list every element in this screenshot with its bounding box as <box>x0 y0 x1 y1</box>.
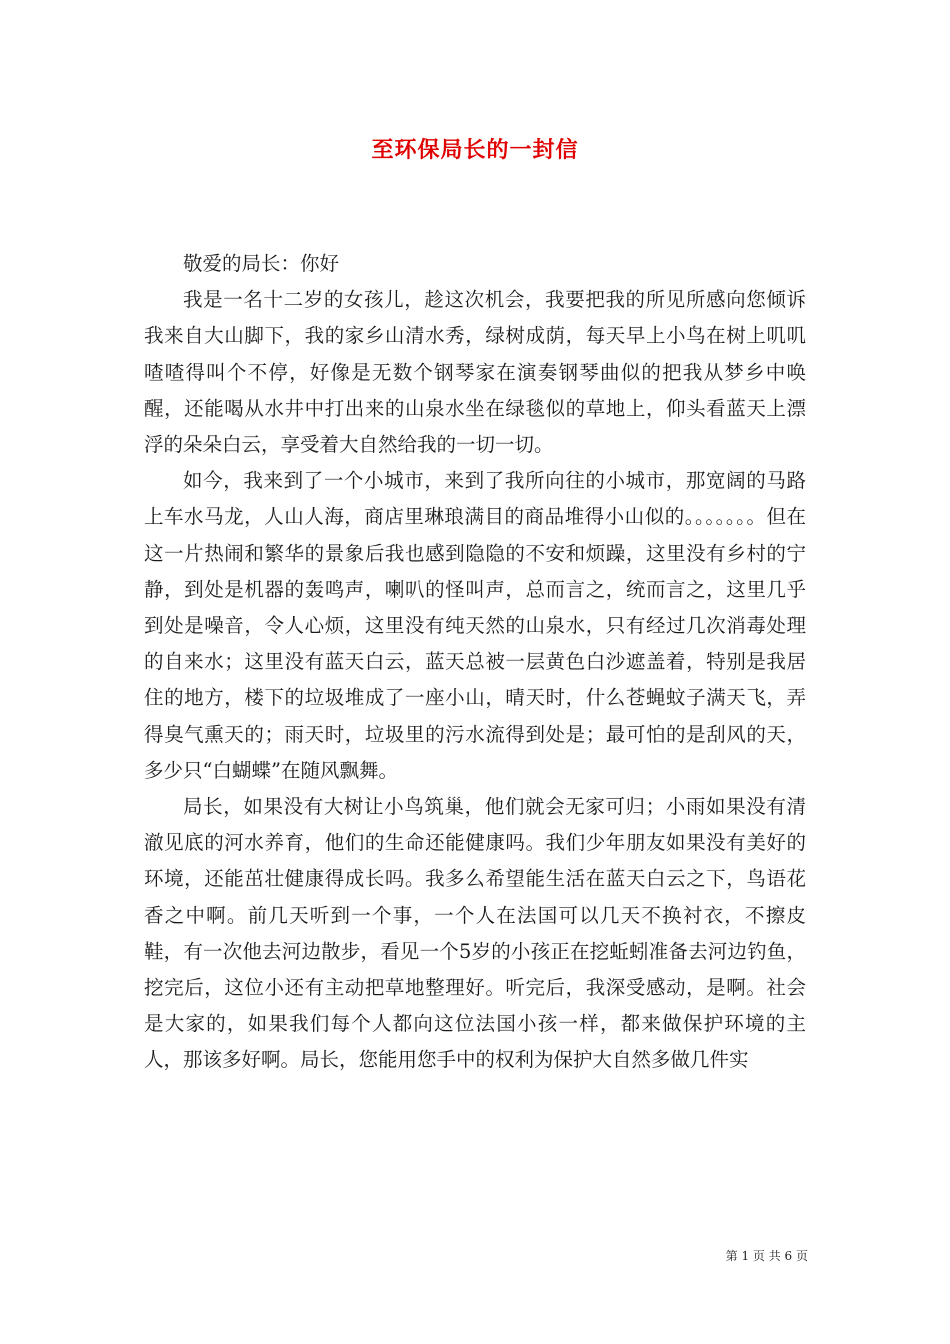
salutation: 敬爱的局长：你好 <box>183 252 340 275</box>
document-title: 至环保局长的一封信 <box>371 137 579 163</box>
page-number: 第 1 页 共 6 页 <box>725 1249 808 1263</box>
paragraph-appeal: 局长，如果没有大树让小鸟筑巢，他们就会无家可归；小雨如果没有清澈见底的河水养育，他们的生命还能健康吗。我们少年朋友如果没有美好的环境，还能茁壮健康得成长吗。我多么希望能生活在蓝天白云之下，鸟语花香之中啊。前几天听到一个事，一个人在法国可以几天不换衬衣，不擦皮鞋，有一次他去河边散步，看见一个5岁的小孩正在挖蚯蚓准备去河边钓鱼，挖完后，这位小还有主动把草地整理好。听完后，我深受感动，是啊。社会是大家的，如果我们每个人都向这位法国小孩一样，都来做保护环境的主人，那该多好啊。局长，您能用您手中的权利为保护大自然多做几件实 <box>144 795 806 1072</box>
document-body <box>144 246 806 1079</box>
paragraph-intro: 我是一名十二岁的女孩儿，趁这次机会，我要把我的所见所感向您倾诉我来自大山脚下，我的家乡山清水秀，绿树成荫，每天早上小鸟在树上叽叽喳喳得叫个不停，好像是无数个钢琴家在演奏钢琴曲似的把我从梦乡中唤醒，还能喝从水井中打出来的山泉水坐在绿毯似的草地上，仰头看蓝天上漂浮的朵朵白云，享受着大自然给我的一切一切。 <box>144 288 806 457</box>
paragraph-city: 如今，我来到了一个小城市，来到了我所向往的小城市，那宽阔的马路上车水马龙，人山人海，商店里琳琅满目的商品堆得小山似的。。。。。。。但在这一片热闹和繁华的景象后我也感到隐隐的不安和烦躁，这里没有乡村的宁静，到处是机器的轰鸣声，喇叭的怪叫声，总而言之，统而言之，这里几乎到处是噪音，令人心烦，这里没有纯天然的山泉水，只有经过几次消毒处理的自来水；这里没有蓝天白云，蓝天总被一层黄色白沙遮盖着，特别是我居住的地方，楼下的垃圾堆成了一座小山，晴天时，什么苍蝇蚊子满天飞，弄得臭气熏天的；雨天时，垃圾里的污水流得到处是；最可怕的是刮风的天，多少只“白蝴蝶”在随风飘舞。 <box>144 469 806 782</box>
